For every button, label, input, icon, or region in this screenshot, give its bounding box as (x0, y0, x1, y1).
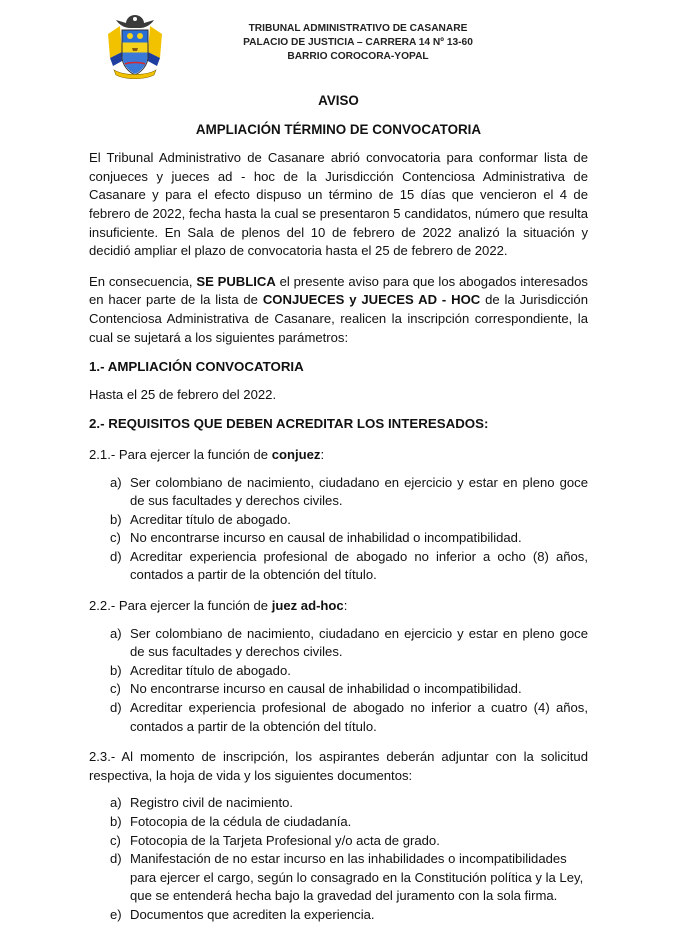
list-item-label: c) (110, 832, 121, 848)
list-item-text: Registro civil de nacimiento. (130, 795, 294, 811)
letterhead (0, 10, 681, 80)
document-subtitle: AMPLIACIÓN TÉRMINO DE CONVOCATORIA (195, 121, 482, 137)
list-item-text: Fotocopia de la Tarjeta Profesional y/o acta de grado. (130, 832, 440, 848)
subsection-2-2-heading (89, 597, 588, 616)
list-item-label: c) (110, 681, 121, 697)
list-item-label: b) (110, 814, 122, 829)
list-item-label: c) (110, 530, 121, 546)
list-item (110, 548, 588, 585)
list-item (110, 699, 588, 736)
list-item-label: d) (110, 851, 122, 867)
list-item (110, 529, 588, 548)
publication-text-3: de la Jurisdicción Contenciosa Administrativa de Casanare, realicen la inscripción correspondiente, la cual se sujetará a los siguientes parámetros: (89, 292, 588, 345)
list-item-text: Ser colombiano de nacimiento, ciudadano en ejercicio y estar en pleno goce de sus facultades y derechos civiles. (130, 474, 588, 509)
court-header-text (220, 22, 496, 64)
list-item-text: Documentos que acrediten la experiencia. (130, 906, 375, 922)
section-1-heading: 1.- AMPLIACIÓN CONVOCATORIA (89, 359, 304, 375)
subsection-2-1-suffix: : (320, 446, 325, 462)
subsection-2-1-bold: conjuez (271, 446, 321, 462)
list-item-text: Fotocopia de la cédula de ciudadanía. (130, 814, 352, 829)
subsection-2-2-bold: juez ad-hoc (271, 598, 344, 614)
publication-bold-2: CONJUECES y JUECES AD - HOC (262, 292, 481, 308)
required-documents-list (89, 794, 588, 924)
list-item-label: e) (110, 906, 122, 922)
list-item-label: a) (110, 474, 122, 490)
juez-ad-hoc-requirements-list (89, 625, 588, 737)
conjuez-requirements-list (89, 474, 588, 586)
list-item-label: d) (110, 700, 122, 716)
list-item-label: b) (110, 662, 122, 678)
list-item (110, 850, 588, 906)
header-line-1: TRIBUNAL ADMINISTRATIVO DE CASANARE (248, 23, 468, 34)
document-title: AVISO (318, 93, 359, 108)
list-item-text: Ser colombiano de nacimiento, ciudadano en ejercicio y estar en pleno goce de sus facultades y derechos civiles. (130, 625, 588, 660)
subsection-2-3-text: 2.3.- Al momento de inscripción, los aspirantes deberán adjuntar con la solicitud respectiva, la hoja de vida y los siguientes documentos: (89, 749, 588, 783)
list-item-text: No encontrarse incurso en causal de inhabilidad o incompatibilidad. (130, 681, 522, 697)
list-item-text: Acreditar título de abogado. (130, 662, 291, 678)
list-item (110, 680, 588, 699)
list-item-label: a) (110, 625, 122, 641)
subsection-2-1-heading (89, 446, 588, 465)
list-item-label: d) (110, 548, 122, 564)
section-2-heading: 2.- REQUISITOS QUE DEBEN ACREDITAR LOS INTERESADOS: (89, 416, 489, 432)
list-item (110, 794, 588, 813)
publication-text-2: el presente aviso para que los abogados interesados en hacer parte de la lista de (89, 273, 588, 308)
list-item (110, 474, 588, 511)
list-item (110, 662, 588, 681)
list-item (110, 625, 588, 662)
document-body (89, 92, 588, 925)
list-item-label: a) (110, 795, 122, 811)
header-line-2: PALACIO DE JUSTICIA – CARRERA 14 Nº 13-60 (243, 37, 473, 48)
subsection-2-1-prefix: 2.1.- Para ejercer la función de (89, 446, 272, 462)
list-item-text: Manifestación de no estar incurso en las inhabilidades o incompatibilidades para ejercer el cargo, según lo consagrado en la Constitución política y la Ley, que se entenderá hecha bajo la gravedad del juramento con la sola firma. (130, 851, 584, 904)
list-item (110, 906, 588, 925)
list-item (110, 832, 588, 851)
list-item-label: b) (110, 511, 122, 527)
subsection-2-2-prefix: 2.2.- Para ejercer la función de (89, 598, 272, 614)
section-1-text: Hasta el 25 de febrero del 2022. (89, 386, 277, 402)
publication-bold-1: SE PUBLICA (196, 273, 276, 289)
list-item-text: Acreditar título de abogado. (130, 511, 291, 527)
subsection-2-2-suffix: : (343, 598, 348, 614)
header-line-3: BARRIO COROCORA-YOPAL (287, 51, 429, 62)
list-item (110, 813, 588, 832)
list-item (110, 511, 588, 530)
publication-paragraph (89, 273, 588, 347)
list-item-text: Acreditar experiencia profesional de abogado no inferior a ocho (8) años, contados a partir de la obtención del título. (130, 548, 588, 583)
list-item-text: No encontrarse incurso en causal de inhabilidad o incompatibilidad. (130, 530, 522, 546)
colombia-coat-of-arms-icon (104, 12, 166, 80)
list-item-text: Acreditar experiencia profesional de abogado no inferior a cuatro (4) años, contados a partir de la obtención del título. (130, 700, 588, 734)
intro-paragraph: El Tribunal Administrativo de Casanare abrió convocatoria para conformar lista de conjueces y jueces ad - hoc de la Jurisdicción Contenciosa Administrativa de Casanare y para el efecto dispuso un término de 15 días que vencieron el 4 de febrero de 2022, fecha hasta la cual se presentaron 5 candidatos, número que resulta insuficiente. En Sala de plenos del 10 de febrero de 2022 analizó la situación y decidió ampliar el plazo de convocatoria hasta el 25 de febrero de 2022. (89, 150, 588, 259)
publication-text-1: En consecuencia, (89, 273, 197, 289)
